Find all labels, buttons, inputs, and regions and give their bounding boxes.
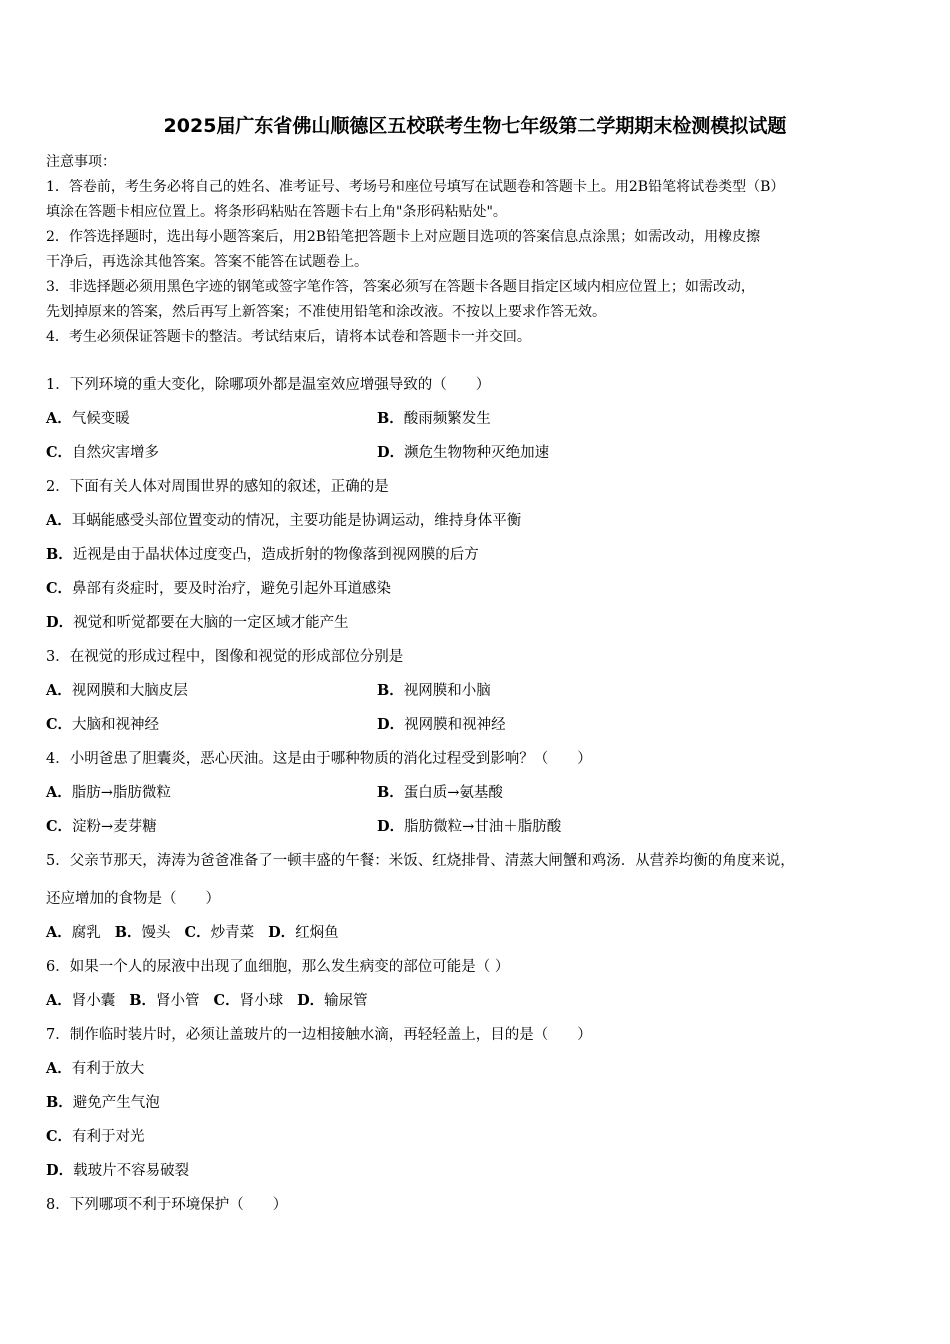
question-5-option-b: B．馒头 bbox=[114, 924, 171, 941]
notice-line: 干净后，再选涂其他答案。答案不能答在试题卷上。 bbox=[46, 254, 368, 270]
question-7-option-b: B．避免产生气泡 bbox=[46, 1094, 160, 1111]
question-5-option-c: C．炒青菜 bbox=[184, 924, 255, 941]
question-4-option-a: A．脂肪→脂肪微粒 bbox=[46, 784, 171, 801]
question-2-option-a: A．耳蜗能感受头部位置变动的情况，主要功能是协调运动，维持身体平衡 bbox=[46, 512, 522, 529]
question-7-stem: 7．制作临时装片时，必须让盖玻片的一边相接触水滴，再轻轻盖上，目的是（ ） bbox=[46, 1027, 592, 1043]
question-1-option-b: B．酸雨频繁发生 bbox=[377, 410, 491, 427]
question-4-stem: 4．小明爸患了胆囊炎，恶心厌油。这是由于哪种物质的消化过程受到影响？（ ） bbox=[46, 751, 592, 767]
question-7-option-c: C．有利于对光 bbox=[46, 1128, 145, 1145]
question-6-option-a: A．肾小囊 bbox=[46, 992, 116, 1009]
question-3-option-b: B．视网膜和小脑 bbox=[377, 682, 491, 699]
question-5-options bbox=[46, 920, 906, 954]
question-6-options bbox=[46, 988, 906, 1022]
question-1-options-row-2 bbox=[46, 440, 906, 474]
question-1-stem: 1．下列环境的重大变化，除哪项外都是温室效应增强导致的（ ） bbox=[46, 377, 491, 393]
question-3-option-c: C．大脑和视神经 bbox=[46, 716, 160, 733]
question-2-option-c: C．鼻部有炎症时，要及时治疗，避免引起外耳道感染 bbox=[46, 580, 392, 597]
question-3-stem: 3．在视觉的形成过程中，图像和视觉的形成部位分别是 bbox=[46, 649, 404, 665]
question-7-option-a: A．有利于放大 bbox=[46, 1060, 145, 1077]
question-4-options-row-2 bbox=[46, 814, 906, 848]
notice-line: 1．答卷前，考生务必将自己的姓名、准考证号、考场号和座位号填写在试题卷和答题卡上。用2B铅笔将试卷类型（B） bbox=[46, 179, 785, 195]
notice-line: 先划掉原来的答案，然后再写上新答案；不准使用铅笔和涂改液。不按以上要求作答无效。 bbox=[46, 304, 606, 320]
question-7-option-d: D．载玻片不容易破裂 bbox=[46, 1162, 190, 1179]
question-4-option-c: C．淀粉→麦芽糖 bbox=[46, 818, 157, 835]
question-2-stem: 2．下面有关人体对周围世界的感知的叙述，正确的是 bbox=[46, 479, 389, 495]
notice-line: 2．作答选择题时，选出每小题答案后，用2B铅笔把答题卡上对应题目选项的答案信息点涂黑；如需改动，用橡皮擦 bbox=[46, 229, 761, 245]
notice-line: 填涂在答题卡相应位置上。将条形码粘贴在答题卡右上角"条形码粘贴处"。 bbox=[46, 204, 507, 220]
question-5-stem-line-1: 5．父亲节那天，涛涛为爸爸准备了一顿丰盛的午餐：米饭、红烧排骨、清蒸大闸蟹和鸡汤．从营养均衡的角度来说， bbox=[46, 853, 795, 869]
question-3-option-d: D．视网膜和视神经 bbox=[377, 716, 506, 733]
question-1-options-row-1 bbox=[46, 406, 906, 440]
question-6-stem: 6．如果一个人的尿液中出现了血细胞，那么发生病变的部位可能是（ ） bbox=[46, 959, 510, 975]
question-1-option-d: D．濒危生物物种灭绝加速 bbox=[377, 444, 550, 461]
question-1-option-a: A．气候变暖 bbox=[46, 410, 130, 427]
question-1-option-c: C．自然灾害增多 bbox=[46, 444, 160, 461]
notice-line: 3．非选择题必须用黑色字迹的钢笔或签字笔作答，答案必须写在答题卡各题目指定区域内相应位置上；如需改动， bbox=[46, 279, 755, 295]
question-2-option-d: D．视觉和听觉都要在大脑的一定区域才能产生 bbox=[46, 614, 349, 631]
question-5-stem-line-2: 还应增加的食物是（ ） bbox=[46, 891, 220, 907]
question-3-options-row-2 bbox=[46, 712, 906, 746]
question-6-option-b: B．肾小管 bbox=[129, 992, 200, 1009]
question-6-option-d: D．输尿管 bbox=[297, 992, 368, 1009]
notice-line: 4．考生必须保证答题卡的整洁。考试结束后，请将本试卷和答题卡一并交回。 bbox=[46, 329, 531, 345]
question-8-stem: 8．下列哪项不利于环境保护（ ） bbox=[46, 1197, 288, 1213]
question-4-options-row-1 bbox=[46, 780, 906, 814]
question-6-option-c: C．肾小球 bbox=[213, 992, 284, 1009]
notice-heading: 注意事项： bbox=[46, 154, 116, 170]
question-3-option-a: A．视网膜和大脑皮层 bbox=[46, 682, 188, 699]
question-5-option-d: D．红焖鱼 bbox=[268, 924, 339, 941]
question-4-option-b: B．蛋白质→氨基酸 bbox=[377, 784, 503, 801]
question-5-option-a: A．腐乳 bbox=[46, 924, 101, 941]
page-title: 2025届广东省佛山顺德区五校联考生物七年级第二学期期末检测模拟试题 bbox=[163, 115, 787, 137]
question-2-option-b: B．近视是由于晶状体过度变凸，造成折射的物像落到视网膜的后方 bbox=[46, 546, 479, 563]
notice-section bbox=[46, 150, 906, 350]
question-3-options-row-1 bbox=[46, 678, 906, 712]
questions-section bbox=[46, 372, 906, 1226]
question-4-option-d: D．脂肪微粒→甘油＋脂肪酸 bbox=[377, 818, 562, 835]
